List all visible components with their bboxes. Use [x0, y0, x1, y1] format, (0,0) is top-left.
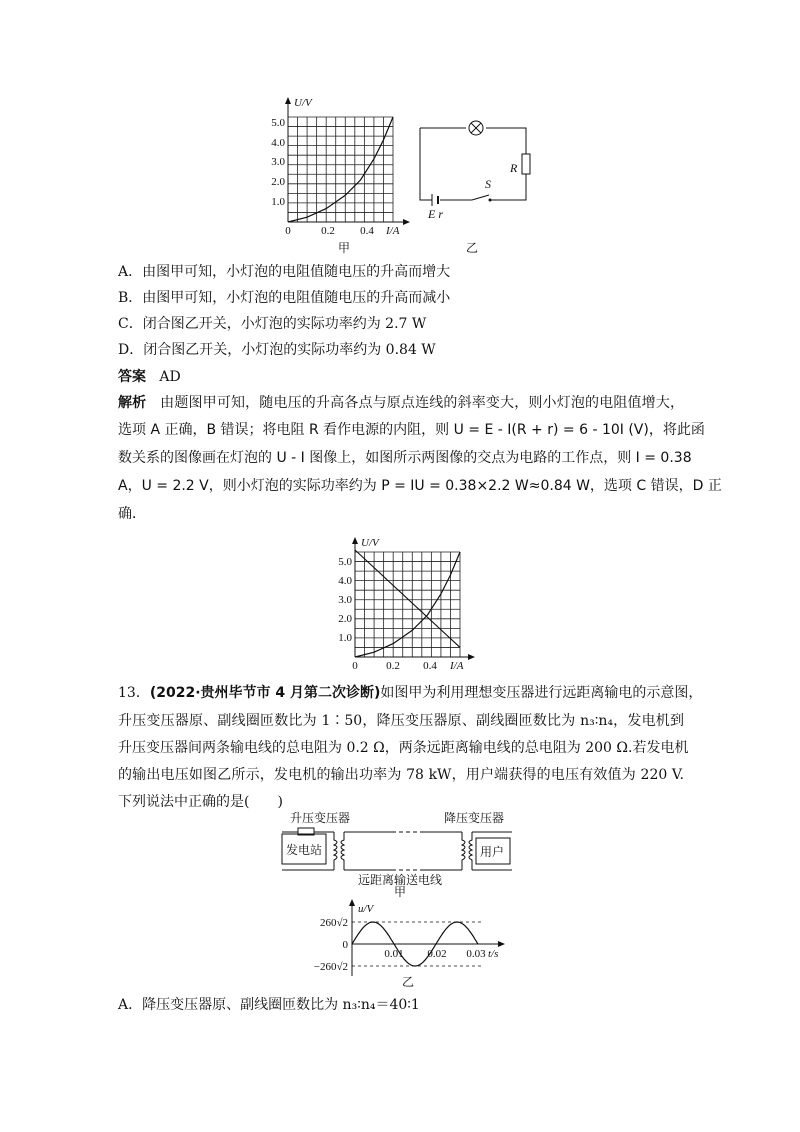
circuit-wire	[490, 174, 526, 200]
q13-line-5: 下列说法中正确的是( )	[118, 794, 283, 810]
fig-analysis-graph	[330, 532, 480, 672]
sine-t2: 0.02	[427, 948, 447, 960]
fig13-yi-sine	[300, 898, 520, 990]
sine-t3: 0.03	[466, 948, 486, 960]
step-down-label: 降压变压器	[444, 811, 505, 825]
fig-analysis-ytick: 4.0	[338, 575, 352, 587]
fig-analysis-ylabel: U/V	[361, 537, 379, 549]
fig-analysis-xtick: 0.4	[423, 660, 437, 672]
fig-jia-xlabel: I/A	[386, 225, 400, 237]
step-up-label: 升压变压器	[290, 811, 351, 825]
option-12-B: B．由图甲可知，小灯泡的电阻值随电压的升高而减小	[118, 290, 451, 306]
fig-analysis-lamp-curve	[355, 552, 460, 657]
sine-pos-peak: 260√2	[319, 917, 348, 929]
fig-analysis-ytick: 3.0	[338, 594, 352, 606]
answer-label: 答案	[118, 369, 146, 385]
analysis-line-5: 确．	[118, 506, 146, 522]
fig-jia-ytick: 5.0	[271, 117, 285, 129]
fig-jia-xtick: 0.2	[321, 225, 335, 237]
fig-jia-ytick: 2.0	[271, 176, 285, 188]
switch-icon	[472, 195, 489, 200]
answer-value: AD	[159, 369, 181, 385]
fig-analysis-source-line	[355, 550, 460, 647]
option-12-C: C．闭合图乙开关，小灯泡的实际功率约为 2.7 W	[118, 316, 427, 332]
analysis-label: 解析	[118, 395, 147, 411]
step-down-primary-coil	[462, 832, 465, 870]
sine-neg-peak: −260√2	[313, 961, 348, 973]
fig13-yi-caption: 乙	[401, 975, 415, 989]
option-12-A: A．由图甲可知，小灯泡的电阻值随电压的升高而增大	[118, 264, 451, 280]
sine-ylabel: u/V	[358, 903, 374, 915]
analysis-line-1: 解析 由题图甲可知，随电压的升高各点与原点连线的斜率变大，则小灯泡的电阻值增大，	[118, 395, 685, 411]
fig-jia-x-arrow	[403, 219, 410, 225]
fig-analysis-xtick: 0	[352, 660, 358, 672]
fig-analysis-ytick: 1.0	[338, 632, 352, 644]
label-S: S	[485, 177, 491, 191]
user-label: 用户	[480, 845, 505, 859]
resistor-icon	[522, 154, 530, 174]
sine-xlabel: t/s	[488, 948, 499, 960]
option-12-D: D．闭合图乙开关，小灯泡的实际功率约为 0.84 W	[118, 342, 436, 358]
step-up-secondary-coil	[341, 832, 344, 870]
step-up-primary-coil	[334, 832, 337, 870]
fig-analysis-ytick: 5.0	[338, 556, 352, 568]
label-Er: E r	[428, 207, 443, 221]
label-R: R	[510, 161, 518, 175]
station-label: 发电站	[286, 843, 323, 857]
analysis-line-2: 选项 A 正确，B 错误；将电阻 R 看作电源的内阻，则 U = E - I(R + r) = 6 - 10I (V)，将此函	[118, 422, 705, 438]
line-label: 远距离输送电线	[357, 873, 443, 887]
option-13-A: A．降压变压器原、副线圈匝数比为 n₃∶n₄＝40∶1	[118, 997, 420, 1013]
q13-line-2: 升压变压器原、副线圈匝数比为 1∶50，降压变压器原、副线圈匝数比为 n₃∶n₄，发电机到	[118, 713, 684, 729]
fig-analysis-xlabel: I/A	[450, 660, 464, 672]
fig-jia-xtick: 0.4	[360, 225, 374, 237]
answer-row	[118, 367, 181, 387]
analysis-line-3: 数关系的图像画在灯泡的 U - I 图像上，如图所示两图像的交点为电路的工作点，则 I = 0.38	[118, 450, 692, 466]
fig-jia-caption: 甲	[337, 241, 351, 255]
fig-jia-lamp-curve	[288, 117, 393, 222]
fig-yi-caption: 乙	[465, 241, 479, 255]
fig13-jia-transmission	[272, 810, 522, 898]
sine-zero: 0	[342, 939, 348, 951]
q13-number: 13．	[118, 685, 150, 701]
q13-line-1: 13．(2022·贵州毕节市 4 月第二次诊断)如图甲为利用理想变压器进行远距离输电的示意图，	[118, 685, 703, 701]
fig-jia-ytick: 1.0	[271, 196, 285, 208]
fig-analysis-xtick: 0.2	[386, 660, 400, 672]
q13-source: (2022·贵州毕节市 4 月第二次诊断)	[149, 685, 381, 701]
fig-analysis-ytick: 2.0	[338, 613, 352, 625]
fig-jia-grid	[288, 117, 393, 222]
q13-line-4: 的输出电压如图乙所示，发电机的输出功率为 78 kW，用户端获得的电压有效值为 220 V.	[118, 767, 684, 783]
circuit-wire	[420, 128, 432, 200]
fig-jia-y-arrow	[285, 97, 291, 104]
fig-analysis-grid	[355, 552, 460, 657]
analysis-line-4: A，U = 2.2 V，则小灯泡的实际功率约为 P = IU = 0.38×2.2 W≈0.84 W，选项 C 错误，D 正	[118, 478, 722, 494]
circuit-wire	[486, 128, 526, 154]
fig-jia-xtick: 0	[285, 225, 291, 237]
q13-line-3: 升压变压器间两条输电线的总电阻为 0.2 Ω，两条远距离输电线的总电阻为 200 Ω.若发电机	[118, 740, 689, 756]
fig-jia-graph	[268, 92, 418, 257]
fig13-jia-caption: 甲	[393, 885, 407, 898]
fig-jia-ytick: 3.0	[271, 156, 285, 168]
step-down-secondary-coil	[469, 832, 472, 870]
fig-yi-circuit	[410, 110, 540, 258]
fig-jia-ylabel: U/V	[294, 97, 312, 109]
sine-t1: 0.01	[384, 948, 404, 960]
fig-jia-ytick: 4.0	[271, 137, 285, 149]
